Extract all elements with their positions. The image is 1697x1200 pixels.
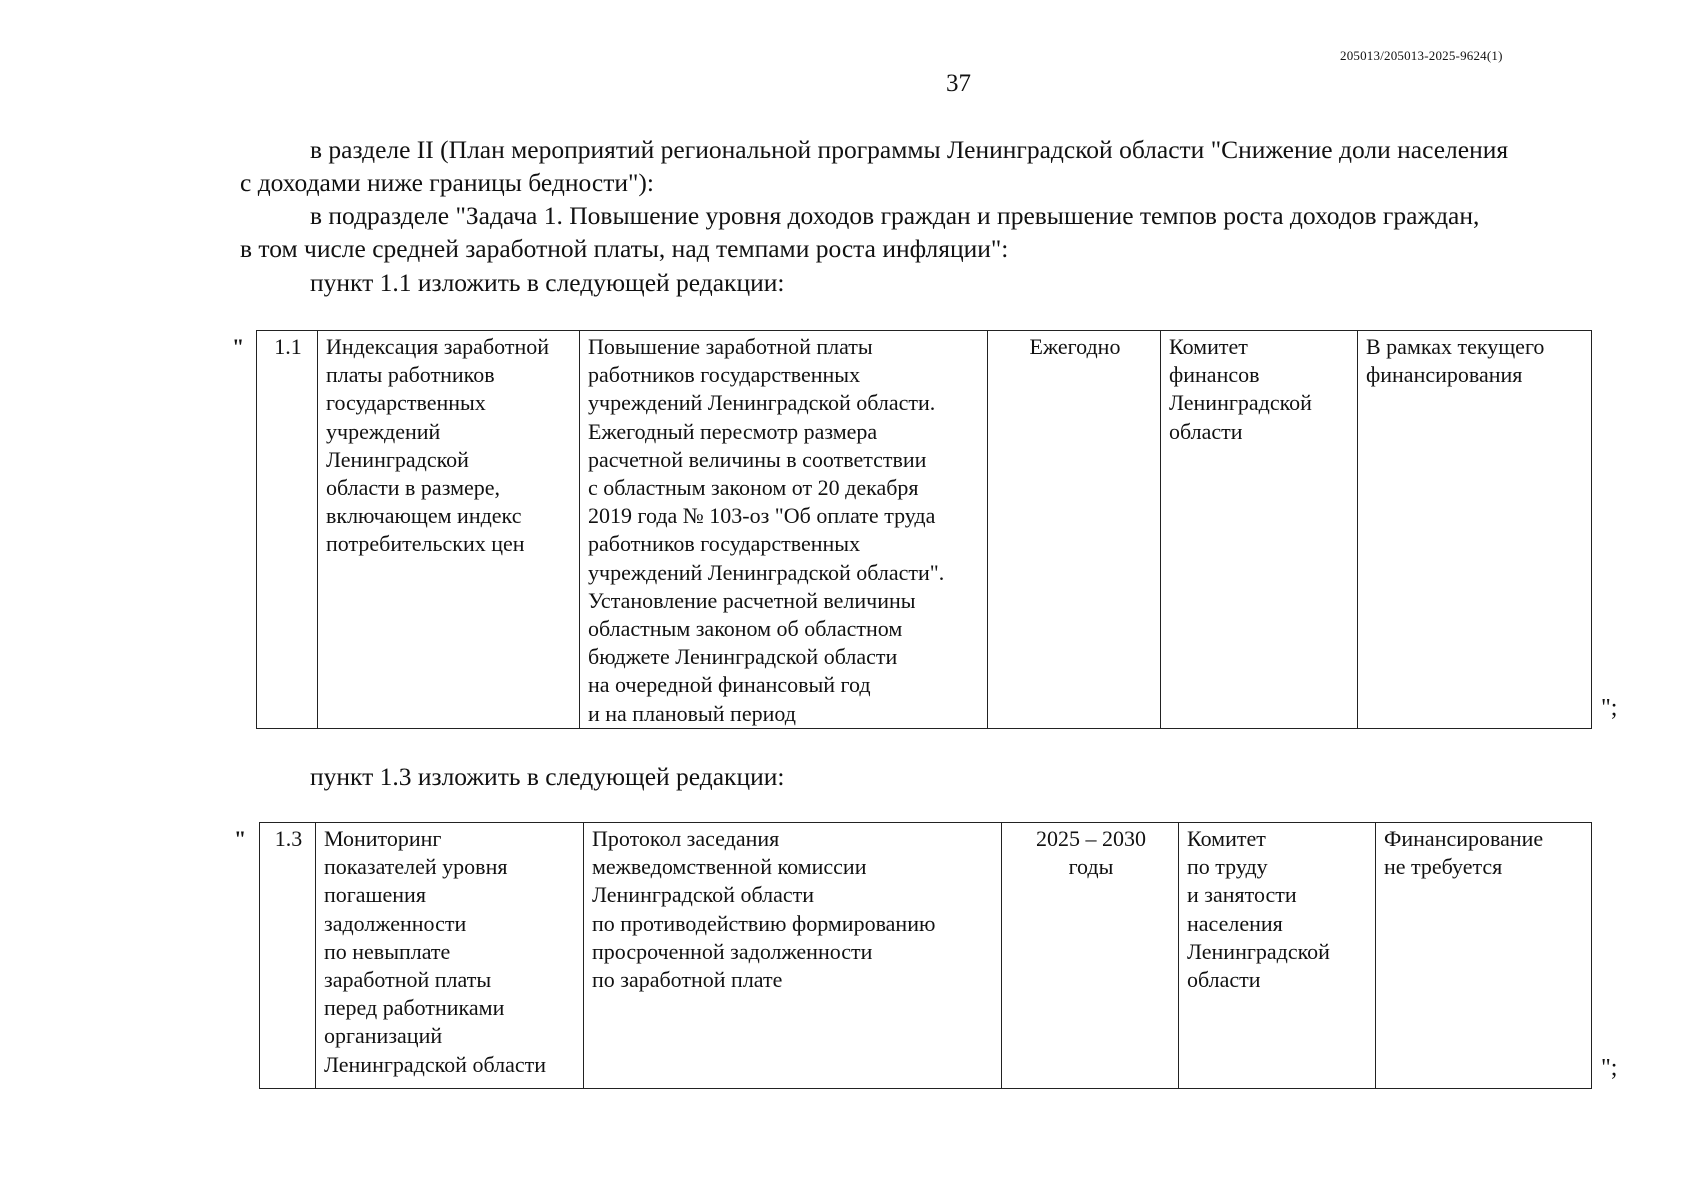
cell-line: с областным законом от 20 декабря [588, 475, 919, 501]
cell-line: платы работников [326, 362, 495, 388]
cell-line: задолженности [324, 910, 467, 936]
cell-financing [1376, 823, 1592, 1089]
cell-line: Комитет [1187, 826, 1266, 851]
closing-quote: "; [1601, 695, 1618, 721]
cell-line: Финансирование [1384, 826, 1544, 851]
cell-measure [318, 331, 580, 729]
page-number: 37 [946, 70, 971, 97]
cell-line: бюджете Ленинградской области [588, 644, 898, 670]
cell-line: по противодействию формированию [592, 910, 936, 936]
cell-line: областным законом об областном [588, 616, 903, 642]
cell-line: потребительских цен [326, 531, 525, 557]
paragraph-section-ii [240, 133, 1600, 199]
cell-line: Индексация заработной [326, 334, 550, 359]
cell-line: финансирования [1366, 362, 1523, 388]
paragraph-line: пункт 1.3 изложить в следующей редакции: [310, 762, 785, 791]
cell-line: Ленинградской [326, 446, 469, 472]
cell-line: на очередной финансовый год [588, 672, 871, 698]
cell-line: и на плановый период [588, 700, 796, 726]
cell-line: перед работниками [324, 995, 505, 1021]
cell-line: финансов [1169, 362, 1260, 388]
paragraph-line: в разделе II (План мероприятий региональной программы Ленинградской области "Снижение доли населения [310, 135, 1509, 164]
cell-line: заработной платы [324, 967, 492, 993]
cell-line: Ленинградской [1169, 390, 1312, 416]
cell-measure [316, 823, 584, 1089]
cell-line: Повышение заработной платы [588, 334, 873, 359]
opening-quote: " [232, 334, 245, 359]
cell-line: Ленинградской области [324, 1051, 546, 1077]
cell-result [584, 823, 1002, 1089]
cell-line: по заработной плате [592, 967, 783, 993]
cell-line: учреждений Ленинградской области". [588, 559, 945, 585]
cell-line: годы [1068, 854, 1114, 880]
cell-line: показателей уровня [324, 854, 508, 880]
item-1-1-table [256, 330, 1592, 729]
cell-line: включающем индекс [326, 503, 522, 529]
paragraph-line: с доходами ниже границы бедности"): [240, 168, 654, 197]
cell-line: государственных [326, 390, 486, 416]
cell-result [580, 331, 988, 729]
cell-line: не требуется [1384, 854, 1503, 880]
table-row [260, 823, 1592, 1089]
document-id: 205013/205013-2025-9624(1) [1340, 48, 1503, 63]
cell-line: 2025 – 2030 [1036, 826, 1146, 851]
paragraph-item-1-1 [240, 266, 1600, 299]
cell-line: Ленинградской области [592, 882, 814, 908]
cell-line: Ленинградской [1187, 938, 1330, 964]
cell-line: и занятости [1187, 882, 1297, 908]
cell-line: Ежегодный пересмотр размера [588, 418, 878, 444]
cell-number: 1.3 [260, 823, 316, 1089]
cell-line: работников государственных [588, 531, 861, 557]
paragraph-subsection [240, 199, 1600, 265]
cell-line: 2019 года № 103-оз "Об оплате труда [588, 503, 936, 529]
cell-number: 1.1 [257, 331, 318, 729]
cell-line: межведомственной комиссии [592, 854, 867, 880]
cell-line: расчетной величины в соответствии [588, 446, 927, 472]
paragraph-line: в том числе средней заработной платы, над темпами роста инфляции": [240, 234, 1009, 263]
cell-line: просроченной задолженности [592, 938, 873, 964]
paragraph-line: в подразделе "Задача 1. Повышение уровня доходов граждан и превышение темпов роста доходов граждан, [310, 201, 1480, 230]
cell-executor [1161, 331, 1358, 729]
cell-line: Мониторинг [324, 826, 442, 851]
cell-line: учреждений Ленинградской области. [588, 390, 936, 416]
opening-quote: " [234, 826, 247, 851]
cell-line: Установление расчетной величины [588, 587, 916, 613]
cell-line: В рамках текущего [1366, 334, 1545, 359]
cell-line: Комитет [1169, 334, 1248, 359]
cell-line: населения [1187, 910, 1283, 936]
cell-line: учреждений [326, 418, 441, 444]
cell-line: по невыплате [324, 938, 451, 964]
cell-line: организаций [324, 1023, 443, 1049]
cell-executor [1179, 823, 1376, 1089]
item-1-3-table [259, 822, 1592, 1089]
paragraph-line: пункт 1.1 изложить в следующей редакции: [310, 268, 785, 297]
cell-line: области [1187, 967, 1261, 993]
cell-line: области [1169, 418, 1243, 444]
cell-line: Протокол заседания [592, 826, 780, 851]
cell-line: погашения [324, 882, 426, 908]
cell-term [1002, 823, 1179, 1089]
cell-line: области в размере, [326, 475, 501, 501]
table-row [257, 331, 1592, 729]
cell-financing [1358, 331, 1592, 729]
cell-line: по труду [1187, 854, 1268, 880]
closing-quote: "; [1601, 1055, 1618, 1081]
cell-term: Ежегодно [988, 331, 1161, 729]
cell-line: работников государственных [588, 362, 861, 388]
paragraph-item-1-3 [240, 760, 1600, 793]
